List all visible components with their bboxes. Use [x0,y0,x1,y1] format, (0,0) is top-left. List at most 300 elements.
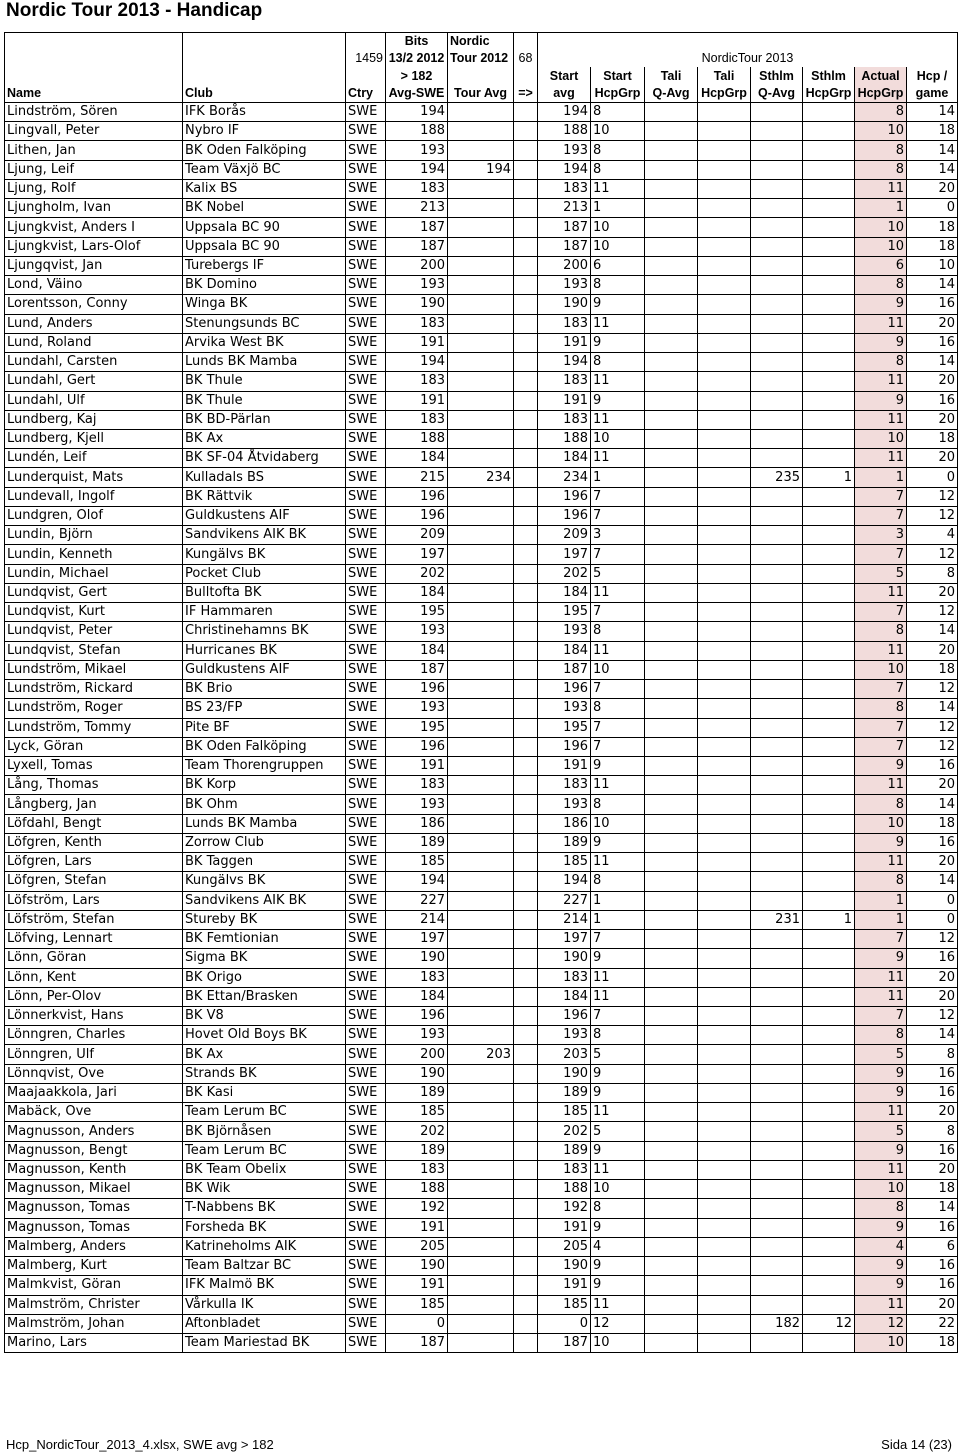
cell-start-avg: 205 [538,1237,591,1256]
cell-tour-avg [448,1218,514,1237]
cell-name: Lyck, Göran [5,737,183,756]
cell-actual-hcpgrp: 7 [855,930,907,949]
header-cell [183,33,346,49]
cell-start-hcpgrp: 8 [591,1026,645,1045]
cell-sthlm-hcpgrp [803,199,855,218]
cell-sthlm-qavg [751,295,803,314]
cell-bits-avg: 188 [386,429,448,448]
cell-sthlm-hcpgrp [803,776,855,795]
cell-start-hcpgrp: 8 [591,276,645,295]
cell-ctry: SWE [346,622,386,641]
table-row [5,545,958,564]
cell-hcp-per-game: 18 [907,218,958,237]
cell-start-hcpgrp: 9 [591,1064,645,1083]
cell-tali-qavg [645,660,698,679]
header-start-avg: Start [538,67,591,85]
cell-name: Lönn, Göran [5,949,183,968]
page-title: Nordic Tour 2013 - Handicap [6,0,263,21]
header-bits-threshold: > 182 [386,67,448,85]
cell-start-avg: 200 [538,256,591,275]
cell-tali-qavg [645,1141,698,1160]
cell-start-avg: 188 [538,122,591,141]
cell-actual-hcpgrp: 5 [855,1045,907,1064]
cell-tali-hcpgrp [698,276,751,295]
cell-tali-qavg [645,1103,698,1122]
cell-arrow [514,1199,538,1218]
table-row [5,179,958,198]
cell-start-hcpgrp: 11 [591,1160,645,1179]
cell-ctry: SWE [346,526,386,545]
cell-bits-avg: 193 [386,622,448,641]
cell-tali-qavg [645,891,698,910]
cell-tali-qavg [645,276,698,295]
table-row [5,1064,958,1083]
cell-sthlm-hcpgrp [803,660,855,679]
cell-bits-avg: 189 [386,1141,448,1160]
cell-name: Lundin, Michael [5,564,183,583]
cell-hcp-per-game: 8 [907,1045,958,1064]
cell-actual-hcpgrp: 11 [855,583,907,602]
cell-arrow [514,1083,538,1102]
cell-start-hcpgrp: 9 [591,391,645,410]
cell-actual-hcpgrp: 8 [855,1026,907,1045]
header-row-2 [5,49,958,67]
cell-tour-avg [448,930,514,949]
cell-sthlm-qavg [751,699,803,718]
cell-tali-qavg [645,1218,698,1237]
table-row [5,737,958,756]
cell-tali-qavg [645,218,698,237]
header-sthlm-h-2: HcpGrp [803,85,855,103]
cell-sthlm-hcpgrp [803,1199,855,1218]
cell-ctry: SWE [346,1103,386,1122]
header-tour-avg: Tour Avg [448,85,514,103]
cell-sthlm-hcpgrp [803,429,855,448]
cell-tour-avg [448,1334,514,1353]
cell-hcp-per-game: 18 [907,1180,958,1199]
cell-name: Långberg, Jan [5,795,183,814]
cell-sthlm-qavg [751,603,803,622]
cell-name: Lunderquist, Mats [5,468,183,487]
cell-club: BK Korp [183,776,346,795]
cell-sthlm-qavg: 231 [751,910,803,929]
cell-ctry: SWE [346,603,386,622]
cell-actual-hcpgrp: 9 [855,1276,907,1295]
cell-start-avg: 183 [538,776,591,795]
cell-bits-avg: 183 [386,968,448,987]
cell-tali-hcpgrp [698,1007,751,1026]
cell-hcp-per-game: 12 [907,545,958,564]
cell-club: BK Thule [183,372,346,391]
cell-sthlm-qavg [751,1334,803,1353]
cell-hcp-per-game: 18 [907,122,958,141]
cell-start-hcpgrp: 9 [591,1218,645,1237]
cell-ctry: SWE [346,814,386,833]
cell-tali-hcpgrp [698,1180,751,1199]
cell-hcp-per-game: 18 [907,237,958,256]
cell-start-avg: 183 [538,314,591,333]
cell-name: Magnusson, Mikael [5,1180,183,1199]
cell-start-hcpgrp: 11 [591,853,645,872]
cell-ctry: SWE [346,756,386,775]
cell-hcp-per-game: 20 [907,987,958,1006]
cell-tour-avg [448,968,514,987]
cell-sthlm-qavg [751,1199,803,1218]
cell-ctry: SWE [346,295,386,314]
cell-actual-hcpgrp: 10 [855,237,907,256]
table-row [5,756,958,775]
cell-ctry: SWE [346,333,386,352]
cell-tali-hcpgrp [698,660,751,679]
table-row [5,660,958,679]
cell-bits-avg: 202 [386,564,448,583]
cell-sthlm-hcpgrp [803,333,855,352]
cell-actual-hcpgrp: 8 [855,872,907,891]
cell-sthlm-hcpgrp [803,968,855,987]
cell-tali-qavg [645,103,698,122]
cell-sthlm-qavg [751,429,803,448]
cell-actual-hcpgrp: 7 [855,487,907,506]
cell-hcp-per-game: 14 [907,1199,958,1218]
cell-sthlm-hcpgrp [803,1007,855,1026]
cell-ctry: SWE [346,410,386,429]
cell-bits-avg: 192 [386,1199,448,1218]
cell-name: Lundberg, Kaj [5,410,183,429]
cell-hcp-per-game: 12 [907,506,958,525]
cell-start-avg: 189 [538,1141,591,1160]
cell-tali-qavg [645,468,698,487]
header-actual: Actual [855,67,907,85]
cell-start-hcpgrp: 10 [591,218,645,237]
cell-sthlm-qavg [751,256,803,275]
header-ctry: Ctry [346,85,386,103]
table-row [5,429,958,448]
cell-actual-hcpgrp: 8 [855,353,907,372]
cell-sthlm-qavg [751,833,803,852]
cell-start-hcpgrp: 11 [591,1295,645,1314]
cell-hcp-per-game: 16 [907,1141,958,1160]
cell-hcp-per-game: 20 [907,853,958,872]
cell-club: BK Oden Falköping [183,141,346,160]
cell-bits-avg: 0 [386,1314,448,1333]
cell-start-hcpgrp: 7 [591,680,645,699]
cell-actual-hcpgrp: 9 [855,391,907,410]
cell-sthlm-hcpgrp [803,256,855,275]
cell-start-avg: 185 [538,1103,591,1122]
cell-start-hcpgrp: 10 [591,814,645,833]
cell-start-avg: 184 [538,641,591,660]
cell-name: Lundin, Kenneth [5,545,183,564]
cell-sthlm-qavg [751,583,803,602]
header-cell [514,33,538,49]
cell-tour-avg [448,1276,514,1295]
cell-sthlm-hcpgrp [803,1276,855,1295]
table-row [5,160,958,179]
cell-bits-avg: 190 [386,1257,448,1276]
cell-start-hcpgrp: 6 [591,256,645,275]
cell-sthlm-qavg [751,218,803,237]
cell-club: IF Hammaren [183,603,346,622]
cell-tour-avg [448,122,514,141]
cell-tali-qavg [645,1295,698,1314]
table-row [5,1045,958,1064]
table-row [5,1007,958,1026]
cell-tali-hcpgrp [698,429,751,448]
cell-club: Kungälvs BK [183,545,346,564]
cell-arrow [514,353,538,372]
cell-start-avg: 184 [538,987,591,1006]
cell-hcp-per-game: 10 [907,256,958,275]
cell-sthlm-qavg [751,506,803,525]
cell-sthlm-hcpgrp [803,1334,855,1353]
cell-start-avg: 196 [538,737,591,756]
cell-arrow [514,372,538,391]
cell-start-avg: 213 [538,199,591,218]
cell-sthlm-qavg: 182 [751,1314,803,1333]
cell-actual-hcpgrp: 11 [855,776,907,795]
cell-actual-hcpgrp: 9 [855,756,907,775]
header-cell [538,33,958,49]
cell-tour-avg [448,891,514,910]
table-row [5,910,958,929]
cell-bits-avg: 191 [386,333,448,352]
cell-sthlm-hcpgrp [803,603,855,622]
cell-ctry: SWE [346,583,386,602]
cell-arrow [514,622,538,641]
cell-tour-avg [448,218,514,237]
cell-bits-avg: 191 [386,756,448,775]
cell-sthlm-hcpgrp [803,449,855,468]
cell-sthlm-hcpgrp: 1 [803,910,855,929]
cell-name: Lyxell, Tomas [5,756,183,775]
cell-hcp-per-game: 4 [907,526,958,545]
cell-actual-hcpgrp: 11 [855,968,907,987]
cell-tali-hcpgrp [698,1237,751,1256]
cell-tali-hcpgrp [698,391,751,410]
cell-start-hcpgrp: 7 [591,737,645,756]
cell-sthlm-qavg [751,353,803,372]
cell-sthlm-hcpgrp [803,1257,855,1276]
cell-tali-hcpgrp [698,795,751,814]
cell-tali-qavg [645,872,698,891]
cell-sthlm-hcpgrp [803,179,855,198]
header-cell [5,67,183,85]
cell-start-avg: 227 [538,891,591,910]
cell-ctry: SWE [346,468,386,487]
cell-arrow [514,1218,538,1237]
cell-name: Lundevall, Ingolf [5,487,183,506]
cell-arrow [514,987,538,1006]
cell-tali-hcpgrp [698,776,751,795]
cell-arrow [514,564,538,583]
cell-club: Vårkulla IK [183,1295,346,1314]
cell-start-hcpgrp: 9 [591,833,645,852]
cell-sthlm-qavg [751,930,803,949]
cell-tali-hcpgrp [698,199,751,218]
table-row [5,1103,958,1122]
cell-tour-avg [448,987,514,1006]
cell-start-hcpgrp: 9 [591,756,645,775]
cell-ctry: SWE [346,564,386,583]
cell-arrow [514,737,538,756]
cell-arrow [514,603,538,622]
cell-tali-hcpgrp [698,449,751,468]
cell-actual-hcpgrp: 9 [855,833,907,852]
cell-tali-qavg [645,833,698,852]
cell-name: Lond, Väino [5,276,183,295]
cell-sthlm-hcpgrp [803,237,855,256]
cell-tali-qavg [645,449,698,468]
cell-bits-avg: 196 [386,1007,448,1026]
cell-sthlm-qavg [751,1180,803,1199]
cell-actual-hcpgrp: 11 [855,410,907,429]
cell-tali-hcpgrp [698,487,751,506]
table-row [5,487,958,506]
cell-sthlm-hcpgrp [803,295,855,314]
cell-sthlm-hcpgrp [803,103,855,122]
cell-tali-hcpgrp [698,872,751,891]
cell-name: Lönnerkvist, Hans [5,1007,183,1026]
cell-name: Löfving, Lennart [5,930,183,949]
cell-bits-avg: 190 [386,1064,448,1083]
cell-start-avg: 194 [538,353,591,372]
table-row [5,410,958,429]
cell-arrow [514,391,538,410]
cell-start-avg: 190 [538,295,591,314]
cell-sthlm-hcpgrp [803,853,855,872]
cell-tour-avg [448,333,514,352]
cell-tali-hcpgrp [698,564,751,583]
cell-tali-hcpgrp [698,603,751,622]
cell-start-hcpgrp: 5 [591,564,645,583]
cell-hcp-per-game: 20 [907,410,958,429]
table-row [5,853,958,872]
cell-hcp-per-game: 0 [907,910,958,929]
table-row [5,1237,958,1256]
cell-sthlm-hcpgrp [803,1237,855,1256]
cell-sthlm-qavg [751,103,803,122]
cell-tour-avg [448,872,514,891]
header-row-1 [5,33,958,49]
table-row [5,218,958,237]
cell-start-hcpgrp: 9 [591,1141,645,1160]
table-row [5,1180,958,1199]
cell-club: BK Ax [183,1045,346,1064]
cell-hcp-per-game: 14 [907,276,958,295]
cell-ctry: SWE [346,699,386,718]
cell-hcp-per-game: 16 [907,391,958,410]
cell-tali-hcpgrp [698,1295,751,1314]
cell-arrow [514,833,538,852]
cell-tour-avg [448,814,514,833]
cell-club: Team Thorengruppen [183,756,346,775]
cell-sthlm-qavg [751,314,803,333]
cell-club: BK Brio [183,680,346,699]
cell-arrow [514,333,538,352]
cell-ctry: SWE [346,853,386,872]
cell-name: Mabäck, Ove [5,1103,183,1122]
cell-sthlm-hcpgrp: 12 [803,1314,855,1333]
cell-bits-avg: 187 [386,1334,448,1353]
cell-bits-avg: 187 [386,218,448,237]
header-nordic-title: Nordic [448,33,514,49]
cell-tour-avg [448,660,514,679]
cell-name: Lundén, Leif [5,449,183,468]
footer-page-number: Sida 14 (23) [881,1437,952,1452]
cell-start-avg: 196 [538,680,591,699]
cell-tour-avg [448,718,514,737]
cell-start-hcpgrp: 7 [591,1007,645,1026]
cell-sthlm-hcpgrp [803,1218,855,1237]
cell-sthlm-qavg [751,199,803,218]
cell-ctry: SWE [346,1180,386,1199]
cell-club: Hurricanes BK [183,641,346,660]
cell-tour-avg: 194 [448,160,514,179]
table-row [5,949,958,968]
cell-name: Lundström, Rickard [5,680,183,699]
cell-tali-hcpgrp [698,314,751,333]
cell-sthlm-hcpgrp [803,795,855,814]
cell-ctry: SWE [346,1026,386,1045]
cell-name: Lundahl, Gert [5,372,183,391]
cell-tali-qavg [645,333,698,352]
cell-start-hcpgrp: 9 [591,949,645,968]
cell-bits-avg: 194 [386,103,448,122]
table-row [5,1141,958,1160]
cell-hcp-per-game: 20 [907,449,958,468]
cell-start-avg: 196 [538,506,591,525]
cell-club: BK Rättvik [183,487,346,506]
cell-ctry: SWE [346,930,386,949]
cell-name: Lundqvist, Stefan [5,641,183,660]
cell-tali-qavg [645,1083,698,1102]
cell-actual-hcpgrp: 3 [855,526,907,545]
cell-tour-avg [448,276,514,295]
header-tali-q: Tali [645,67,698,85]
cell-bits-avg: 190 [386,295,448,314]
cell-ctry: SWE [346,506,386,525]
cell-tour-avg [448,1026,514,1045]
header-sthlm-q-2: Q-Avg [751,85,803,103]
cell-name: Malmström, Johan [5,1314,183,1333]
cell-arrow [514,930,538,949]
cell-actual-hcpgrp: 1 [855,891,907,910]
cell-hcp-per-game: 0 [907,891,958,910]
cell-bits-avg: 184 [386,641,448,660]
cell-start-avg: 195 [538,718,591,737]
header-name: Name [5,85,183,103]
cell-start-avg: 190 [538,1257,591,1276]
cell-start-avg: 185 [538,1295,591,1314]
cell-sthlm-hcpgrp [803,641,855,660]
cell-hcp-per-game: 12 [907,930,958,949]
table-row [5,199,958,218]
cell-hcp-per-game: 18 [907,1334,958,1353]
cell-sthlm-hcpgrp [803,1122,855,1141]
table-row [5,776,958,795]
cell-tali-hcpgrp [698,1083,751,1102]
cell-tali-qavg [645,199,698,218]
cell-sthlm-hcpgrp [803,1295,855,1314]
cell-actual-hcpgrp: 10 [855,814,907,833]
cell-start-hcpgrp: 7 [591,930,645,949]
cell-actual-hcpgrp: 8 [855,160,907,179]
cell-club: BK Ettan/Brasken [183,987,346,1006]
cell-start-hcpgrp: 11 [591,1103,645,1122]
cell-actual-hcpgrp: 9 [855,1083,907,1102]
cell-sthlm-qavg [751,853,803,872]
cell-name: Magnusson, Tomas [5,1218,183,1237]
